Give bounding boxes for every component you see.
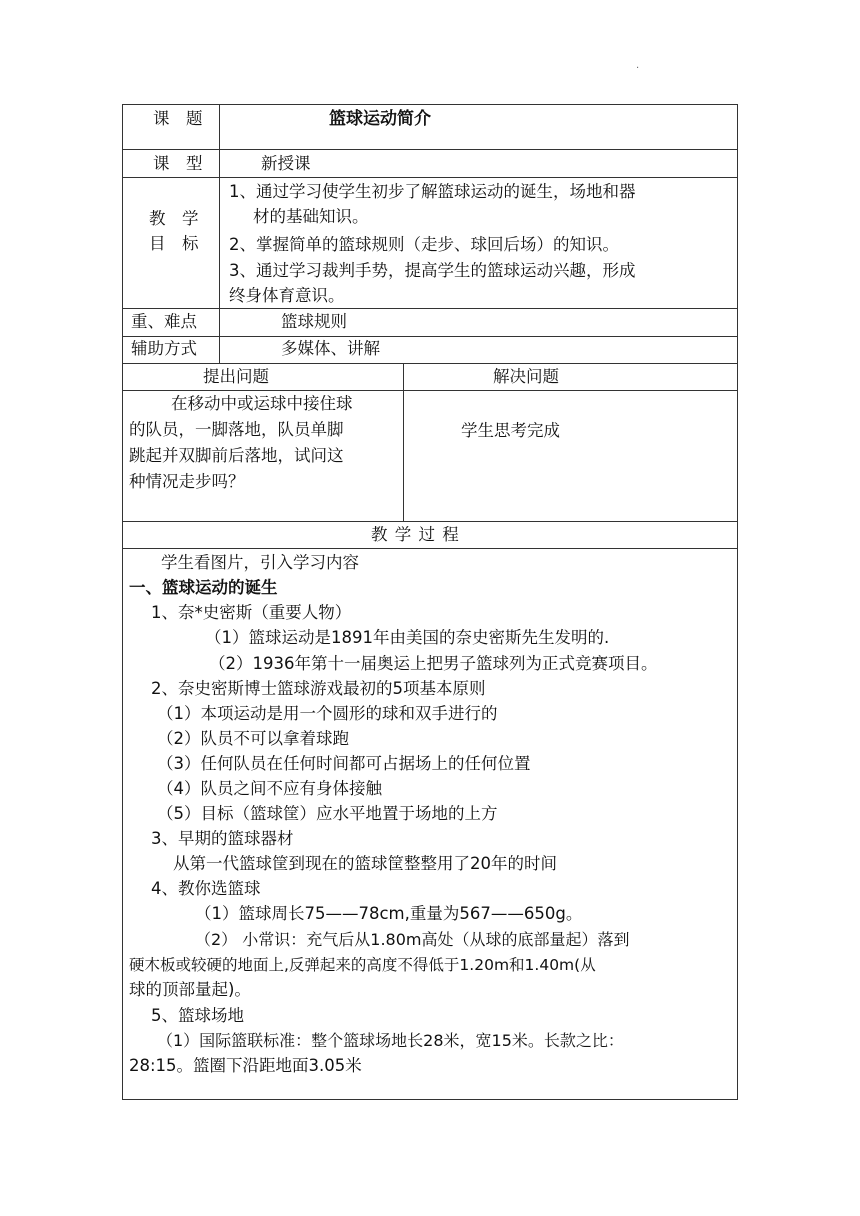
- process-line: 4、教你选篮球: [151, 879, 261, 898]
- row-divider: [123, 363, 737, 364]
- row-divider: [123, 177, 737, 178]
- type-value: 新授课: [261, 154, 311, 173]
- goals-label-line2: 目 标: [149, 234, 199, 253]
- process-line: （2）1936年第十一届奥运上把男子篮球列为正式竞赛项目。: [209, 654, 658, 673]
- question-line: 的队员，一脚落地，队员单脚: [129, 420, 344, 439]
- goals-label-line1: 教 学: [149, 209, 199, 228]
- process-line: 球的顶部量起)。: [129, 980, 251, 999]
- goal-line: 3、通过学习裁判手势，提高学生的篮球运动兴趣，形成: [229, 261, 636, 280]
- row-divider: [123, 308, 737, 309]
- key-points-value: 篮球规则: [281, 312, 347, 331]
- process-line: （1）篮球周长75——78cm,重量为567——650g。: [195, 904, 583, 923]
- page-mark: .: [636, 60, 640, 71]
- aid-value: 多媒体、讲解: [281, 339, 380, 358]
- process-line: 28:15。篮圈下沿距地面3.05米: [129, 1056, 362, 1075]
- row-divider: [123, 336, 737, 337]
- row-divider: [123, 548, 737, 549]
- qa-column-divider: [403, 363, 404, 521]
- process-line: （1）国际篮联标准：整个篮球场地长28米，宽15米。长款之比：: [157, 1031, 624, 1050]
- answer-header: 解决问题: [493, 367, 559, 386]
- process-line: （4）队员之间不应有身体接触: [157, 779, 382, 798]
- process-line: 硬木板或较硬的地面上,反弹起来的高度不得低于1.20m和1.40m(从: [129, 956, 596, 974]
- process-line: 1、奈*史密斯（重要人物）: [151, 603, 352, 622]
- process-line: 2、奈史密斯博士篮球游戏最初的5项基本原则: [151, 679, 486, 698]
- process-line: 学生看图片，引入学习内容: [161, 553, 359, 572]
- process-line: （5）目标（篮球筐）应水平地置于场地的上方: [157, 804, 498, 823]
- process-header: 教 学 过 程: [371, 525, 460, 544]
- row-divider: [123, 149, 737, 150]
- row-divider: [123, 521, 737, 522]
- process-line: 3、早期的篮球器材: [151, 829, 294, 848]
- answer-text: 学生思考完成: [461, 421, 560, 440]
- section-heading: 一、篮球运动的诞生: [129, 578, 278, 597]
- goal-line: 1、通过学习使学生初步了解篮球运动的诞生，场地和器: [229, 182, 636, 201]
- type-label: 课 型: [153, 154, 203, 173]
- process-line: （1）篮球运动是1891年由美国的奈史密斯先生发明的.: [205, 628, 610, 647]
- process-line: （2）队员不可以拿着球跑: [157, 729, 349, 748]
- row-divider: [123, 390, 737, 391]
- goal-line: 材的基础知识。: [253, 207, 369, 226]
- question-line: 在移动中或运球中接住球: [171, 394, 353, 413]
- process-line: 从第一代篮球筐到现在的篮球筐整整用了20年的时间: [173, 854, 557, 873]
- process-line: （1）本项运动是用一个圆形的球和双手进行的: [157, 704, 498, 723]
- key-points-label: 重、难点: [131, 312, 197, 331]
- aid-label: 辅助方式: [131, 339, 197, 358]
- question-header: 提出问题: [203, 367, 269, 386]
- goal-line: 2、掌握简单的篮球规则（走步、球回后场）的知识。: [229, 235, 619, 254]
- process-line: （2） 小常识：充气后从1.80m高处（从球的底部量起）落到: [195, 930, 630, 949]
- question-line: 跳起并双脚前后落地，试问这: [129, 446, 344, 465]
- topic-label: 课 题: [153, 109, 203, 128]
- label-column-divider: [219, 105, 220, 363]
- goal-line: 终身体育意识。: [229, 286, 345, 305]
- question-line: 种情况走步吗？: [129, 472, 245, 491]
- lesson-title: 篮球运动简介: [329, 109, 431, 129]
- process-line: 5、篮球场地: [151, 1006, 244, 1025]
- lesson-plan-table: [122, 104, 738, 1100]
- process-line: （3）任何队员在任何时间都可占据场上的任何位置: [157, 754, 531, 773]
